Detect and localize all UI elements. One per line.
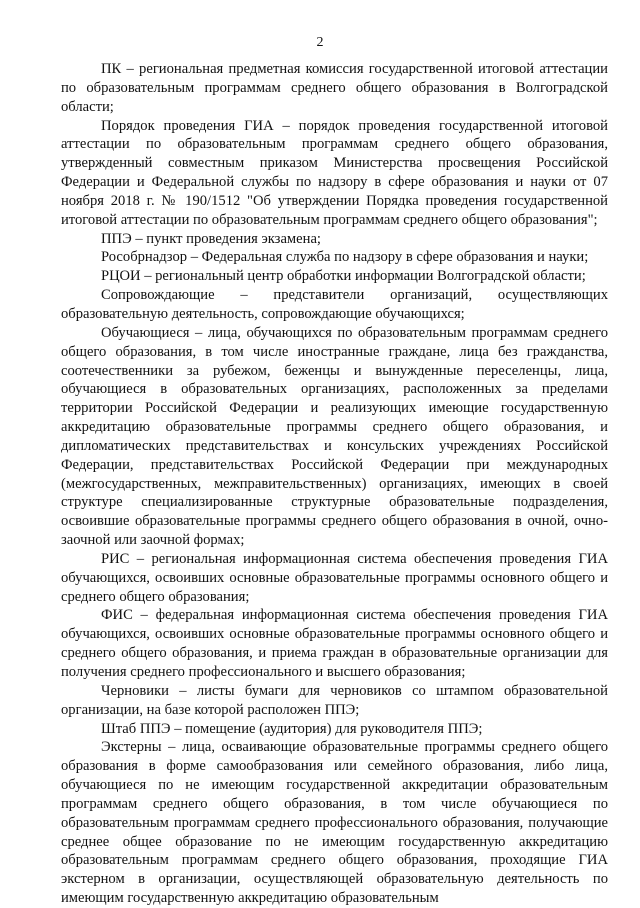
paragraph-rcoi: РЦОИ – региональный центр обработки информации Волгоградской области; bbox=[101, 268, 586, 285]
paragraph-pk: ПК – региональная предметная комиссия государственной итоговой аттестации по образовательным программам среднего общего образования в Волгоградской области; bbox=[61, 61, 608, 115]
paragraph-external-students: Экстерны – лица, осваивающие образовательные программы среднего общего образования в форме самообразования или семейного образования, либо лица, обучающиеся по не имеющим государственной аккредитации образовательным программам среднего общего образования, в том числе обучающиеся по образовательным программам среднего профессионального образования, получающие среднее общее образование по не имеющим государственную аккредитацию образовательным программам среднего общего образования, проходящие ГИА экстерном в организации, осуществляющей образовательную деятельность по имеющим государственную аккредитацию образовательным bbox=[61, 739, 608, 907]
paragraph-ppe-hq: Штаб ППЭ – помещение (аудитория) для руководителя ППЭ; bbox=[101, 720, 483, 737]
paragraph-fis: ФИС – федеральная информационная система обеспечения проведения ГИА обучающихся, освоивших основные образовательные программы основного общего и среднего общего образования, и приема граждан в образовательные организации для получения среднего профессионального и высшего образования; bbox=[61, 607, 608, 680]
page-number: 2 bbox=[316, 35, 324, 50]
paragraph-ppe: ППЭ – пункт проведения экзамена; bbox=[101, 230, 321, 247]
document-body bbox=[61, 60, 608, 908]
paragraph-accompanying: Сопровождающие – представители организаций, осуществляющих образовательную деятельность, сопровождающие обучающихся; bbox=[61, 287, 608, 322]
paragraph-gia-procedure: Порядок проведения ГИА – порядок проведения государственной итоговой аттестации по образовательным программам среднего общего образования, утвержденный совместным приказом Министерства просвещения Российской Федерации и Федеральной службы по надзору в сфере образования и науки от 07 ноября 2018 г. № 190/1512 "Об утверждении Порядка проведения государственной итоговой аттестации по образовательным программам среднего общего образования"; bbox=[61, 117, 608, 228]
paragraph-students: Обучающиеся – лица, обучающихся по образовательным программам среднего общего образования, в том числе иностранные граждане, лица без гражданства, соотечественники за рубежом, беженцы и вынужденные переселенцы, лица, обучающиеся в образовательных организациях, расположенных за пределами территории Российской Федерации и реализующих имеющие государственную аккредитацию образовательные программы среднего общего образования, и дипломатических представительствах и консульских учреждениях Российской Федерации, представительствах Российской Федерации при международных (межгосударственных, межправительственных) организациях, имеющих в своей структуре специализированные структурные образовательные подразделения, освоившие образовательные программы среднего общего образования в очной, очно-заочной или заочной формах; bbox=[61, 324, 608, 549]
paragraph-ris: РИС – региональная информационная система обеспечения проведения ГИА обучающихся, освоивших основные образовательные программы основного общего и среднего общего образования; bbox=[61, 550, 608, 605]
paragraph-drafts: Черновики – листы бумаги для черновиков со штампом образовательной организации, на базе которой расположен ППЭ; bbox=[61, 682, 608, 718]
paragraph-rosobrnadzor: Рособрнадзор – Федеральная служба по надзору в сфере образования и науки; bbox=[101, 249, 589, 266]
